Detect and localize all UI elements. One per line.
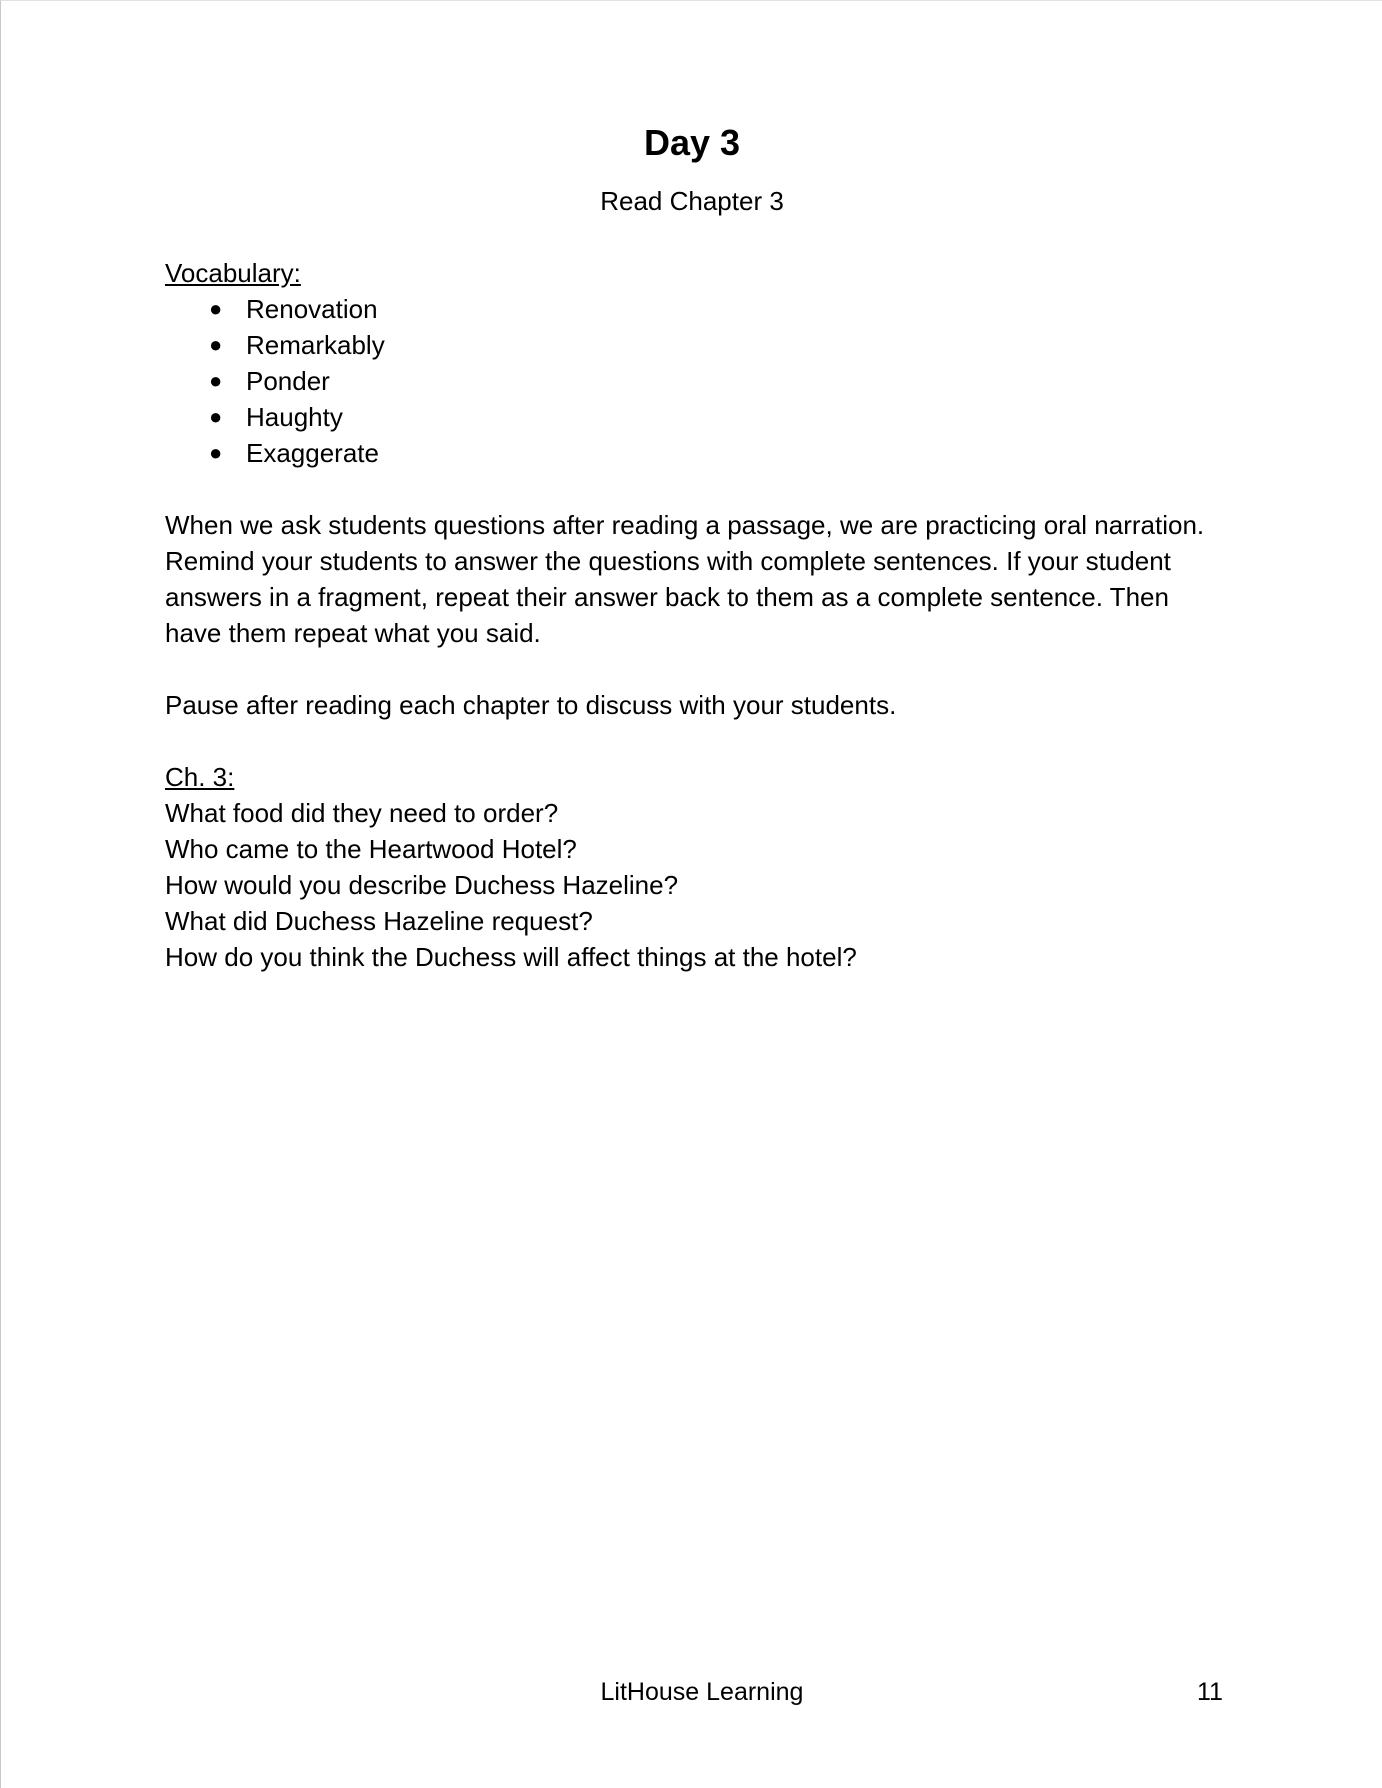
discussion-question: How do you think the Duchess will affect things at the hotel? xyxy=(165,942,857,972)
vocabulary-word: Remarkably xyxy=(246,330,385,360)
vocabulary-item xyxy=(165,435,1225,471)
bullet-icon: ● xyxy=(209,440,223,465)
narration-paragraph: When we ask students questions after reading a passage, we are practicing oral narration. Remind your students to answer the questions with complete sentences. If your student answers in a fragment, repeat their answer back to them as a complete sentence. Then have them repeat what you said. xyxy=(165,510,1205,648)
vocabulary-item xyxy=(165,399,1225,435)
vocabulary-heading: Vocabulary: xyxy=(165,258,301,288)
bullet-icon: ● xyxy=(209,332,223,357)
vocabulary-item xyxy=(165,327,1225,363)
vocabulary-word: Ponder xyxy=(246,366,330,396)
page-content xyxy=(165,255,1225,975)
discussion-question: What did Duchess Hazeline request? xyxy=(165,906,593,936)
bullet-icon: ● xyxy=(209,296,223,321)
vocabulary-word: Exaggerate xyxy=(246,438,379,468)
discussion-question: Who came to the Heartwood Hotel? xyxy=(165,834,577,864)
page-title: Day 3 xyxy=(643,122,741,163)
page-number: 11 xyxy=(1197,1678,1223,1706)
vocabulary-list xyxy=(165,291,1225,471)
page-subtitle: Read Chapter 3 xyxy=(600,186,784,216)
vocabulary-item xyxy=(165,291,1225,327)
pause-paragraph: Pause after reading each chapter to discuss with your students. xyxy=(165,690,897,720)
bullet-icon: ● xyxy=(209,404,223,429)
spacer xyxy=(165,471,1225,507)
spacer xyxy=(165,723,1225,759)
vocabulary-word: Renovation xyxy=(246,294,378,324)
bullet-icon: ● xyxy=(209,368,223,393)
footer-label: LitHouse Learning xyxy=(600,1678,804,1706)
vocabulary-word: Haughty xyxy=(246,402,343,432)
discussion-question: How would you describe Duchess Hazeline? xyxy=(165,870,679,900)
chapter-heading: Ch. 3: xyxy=(165,762,235,792)
vocabulary-item xyxy=(165,363,1225,399)
discussion-question: What food did they need to order? xyxy=(165,798,559,828)
spacer xyxy=(165,651,1225,687)
